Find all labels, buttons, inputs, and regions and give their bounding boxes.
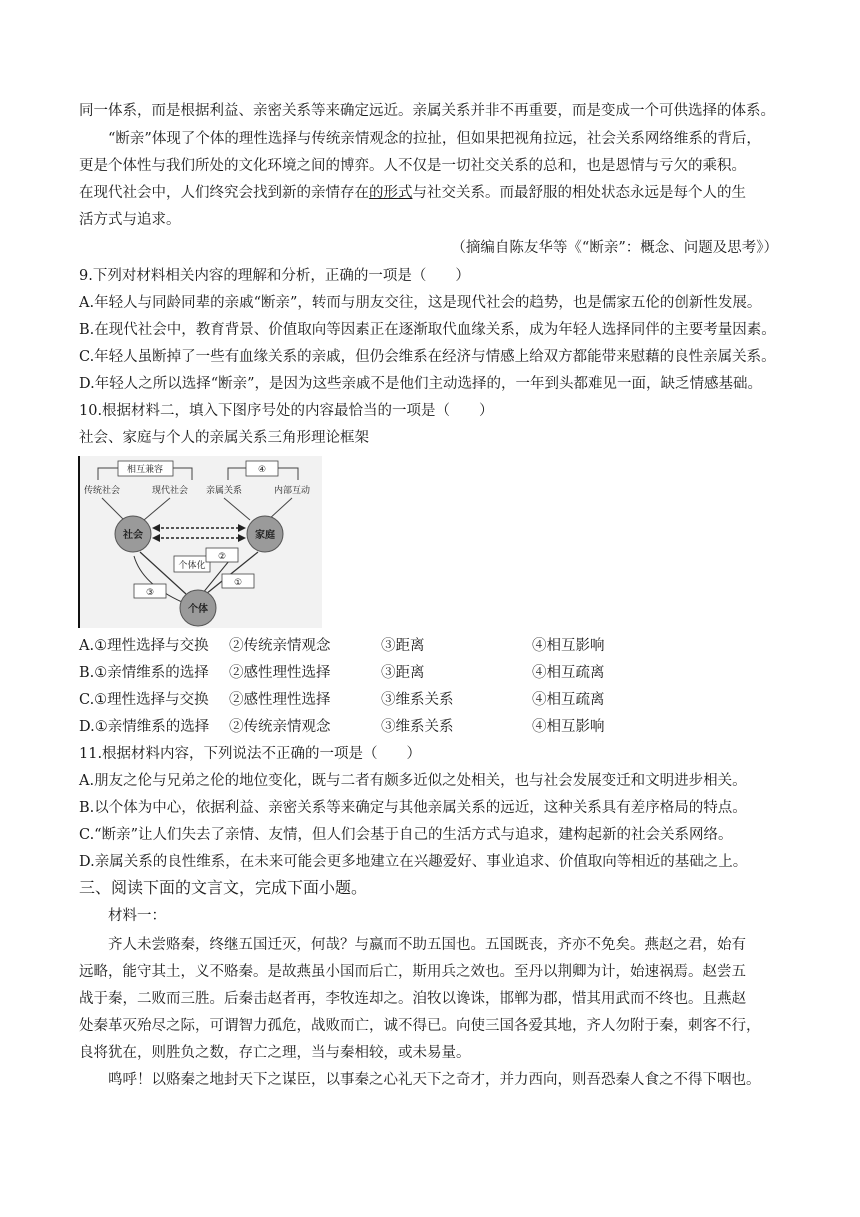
label-kinship: 亲属关系 (205, 486, 243, 496)
option-col-2: ②感性理性选择 (229, 665, 331, 681)
label-circle-4: ④ (257, 465, 267, 475)
text-run: 在现代社会中，人们终究会找到新的亲情存在 (79, 185, 369, 201)
label-circle-2: ② (217, 552, 227, 562)
question-9-option-d: D.年轻人之所以选择“断亲”，是因为这些亲戚不是他们主动选择的，一年到头都难见一面，缺乏情感基础。 (79, 376, 763, 392)
option-col-3: ③维系关系 (381, 692, 454, 708)
option-col-2: ②感性理性选择 (229, 692, 331, 708)
underlined-text: 的形式 (369, 185, 413, 201)
option-col-4: ④相互影响 (532, 638, 605, 654)
question-11-option-a: A.朋友之伦与兄弟之伦的地位变化，既与二者有颇多近似之处相关，也与社会发展变迁和文明进步相关。 (79, 773, 747, 789)
option-col-4: ④相互疏离 (532, 665, 605, 681)
option-col-4: ④相互影响 (532, 719, 605, 735)
label-circle-1: ① (233, 578, 243, 588)
classical-text-line: 处秦革灭殆尽之际，可谓智力孤危，战败而亡，诚不得已。向使三国各爱其地，齐人勿附于秦，刺客不行， (79, 1018, 761, 1034)
option-col-1: C.①理性选择与交换 (79, 692, 209, 708)
option-col-1: D.①亲情维系的选择 (79, 719, 210, 735)
option-col-1: A.①理性选择与交换 (79, 638, 209, 654)
text-run: 与社交关系。而最舒服的相处状态永远是每个人的生 (412, 185, 746, 201)
option-col-1: B.①亲情维系的选择 (79, 665, 209, 681)
question-9-option-b: B.在现代社会中，教育背景、价值取向等因素正在逐渐取代血缘关系，成为年轻人选择同伴的主要考量因素。 (79, 322, 776, 338)
question-9-option-a: A.年轻人与同龄同辈的亲戚“断亲”，转而与朋友交往，这是现代社会的趋势，也是儒家五伦的创新性发展。 (79, 295, 762, 311)
classical-text-line: 战于秦，二败而三胜。后秦击赵者再，李牧连却之。洎牧以谗诛，邯郸为郡，惜其用武而不终也。且燕赵 (79, 991, 746, 1007)
classical-text-line: 远略，能守其土，义不赂秦。是故燕虽小国而后亡，斯用兵之效也。至丹以荆卿为计，始速祸焉。赵尝五 (79, 964, 746, 980)
question-10-stem: 10.根据材料二，填入下图序号处的内容最恰当的一项是（ ） (79, 403, 494, 419)
node-society: 社会 (123, 530, 143, 541)
classical-text-line: 鸣呼！以赂秦之地封天下之谋臣，以事秦之心礼天下之奇才，并力西向，则吾恐秦人食之不得下咽也。 (108, 1072, 761, 1088)
question-11-option-d: D.亲属关系的良性维系，在未来可能会更多地建立在兴趣爱好、事业追求、价值取向等相近的基础之上。 (79, 854, 748, 870)
option-col-2: ②传统亲情观念 (229, 719, 331, 735)
question-9-stem: 9.下列对材料相关内容的理解和分析，正确的一项是（ ） (79, 268, 470, 284)
section-heading: 三、阅读下面的文言文，完成下面小题。 (79, 878, 368, 897)
option-col-3: ③维系关系 (381, 719, 454, 735)
source-citation: （摘编自陈友华等《“断亲”：概念、问题及思考》） (451, 240, 778, 256)
label-circle-3: ③ (145, 588, 155, 598)
question-11-stem: 11.根据材料内容，下列说法不正确的一项是（ ） (79, 746, 422, 762)
paragraph-line: 活方式与追求。 (79, 212, 181, 228)
classical-text-line: 良将犹在，则胜负之数，存亡之理，当与秦相较，或未易量。 (79, 1045, 471, 1061)
label-individualization: 个体化 (178, 561, 206, 571)
kinship-triangle-diagram (78, 456, 322, 628)
question-11-option-c: C.“断亲”让人们失去了亲情、友情，但人们会基于自己的生活方式与追求，建构起新的社会关系网络。 (79, 827, 733, 843)
paragraph-line (79, 184, 746, 202)
question-9-option-c: C.年轻人虽断掉了一些有血缘关系的亲戚，但仍会维系在经济与情感上给双方都能带来慰藉的良性亲属关系。 (79, 349, 776, 365)
material-label: 材料一： (108, 908, 166, 924)
diagram-caption: 社会、家庭与个人的亲属关系三角形理论框架 (79, 430, 369, 446)
label-internal-interaction: 内部互动 (273, 486, 311, 496)
label-mutual-tolerance: 相互兼容 (126, 465, 164, 475)
node-family: 家庭 (255, 530, 275, 541)
paragraph-line: 同一体系，而是根据利益、亲密关系等来确定远近。亲属关系并非不再重要，而是变成一个可供选择的体系。 (79, 103, 775, 119)
label-modern-society: 现代社会 (151, 486, 189, 496)
label-traditional-society: 传统社会 (83, 486, 121, 496)
option-col-3: ③距离 (381, 638, 425, 654)
option-col-2: ②传统亲情观念 (229, 638, 331, 654)
option-col-3: ③距离 (381, 665, 425, 681)
paragraph-line: “断亲”体现了个体的理性选择与传统亲情观念的拉扯，但如果把视角拉远，社会关系网络维系的背后， (108, 131, 761, 147)
question-11-option-b: B.以个体为中心，依据利益、亲密关系等来确定与其他亲属关系的远近，这种关系具有差序格局的特点。 (79, 800, 747, 816)
node-individual: 个体 (188, 604, 208, 615)
option-col-4: ④相互疏离 (532, 692, 605, 708)
classical-text-line: 齐人未尝赂秦，终继五国迁灭，何哉？与嬴而不助五国也。五国既丧，齐亦不免矣。燕赵之君，始有 (108, 937, 746, 953)
paragraph-line: 更是个体性与我们所处的文化环境之间的博弈。人不仅是一切社交关系的总和，也是恩情与亏欠的乘积。 (79, 158, 746, 174)
